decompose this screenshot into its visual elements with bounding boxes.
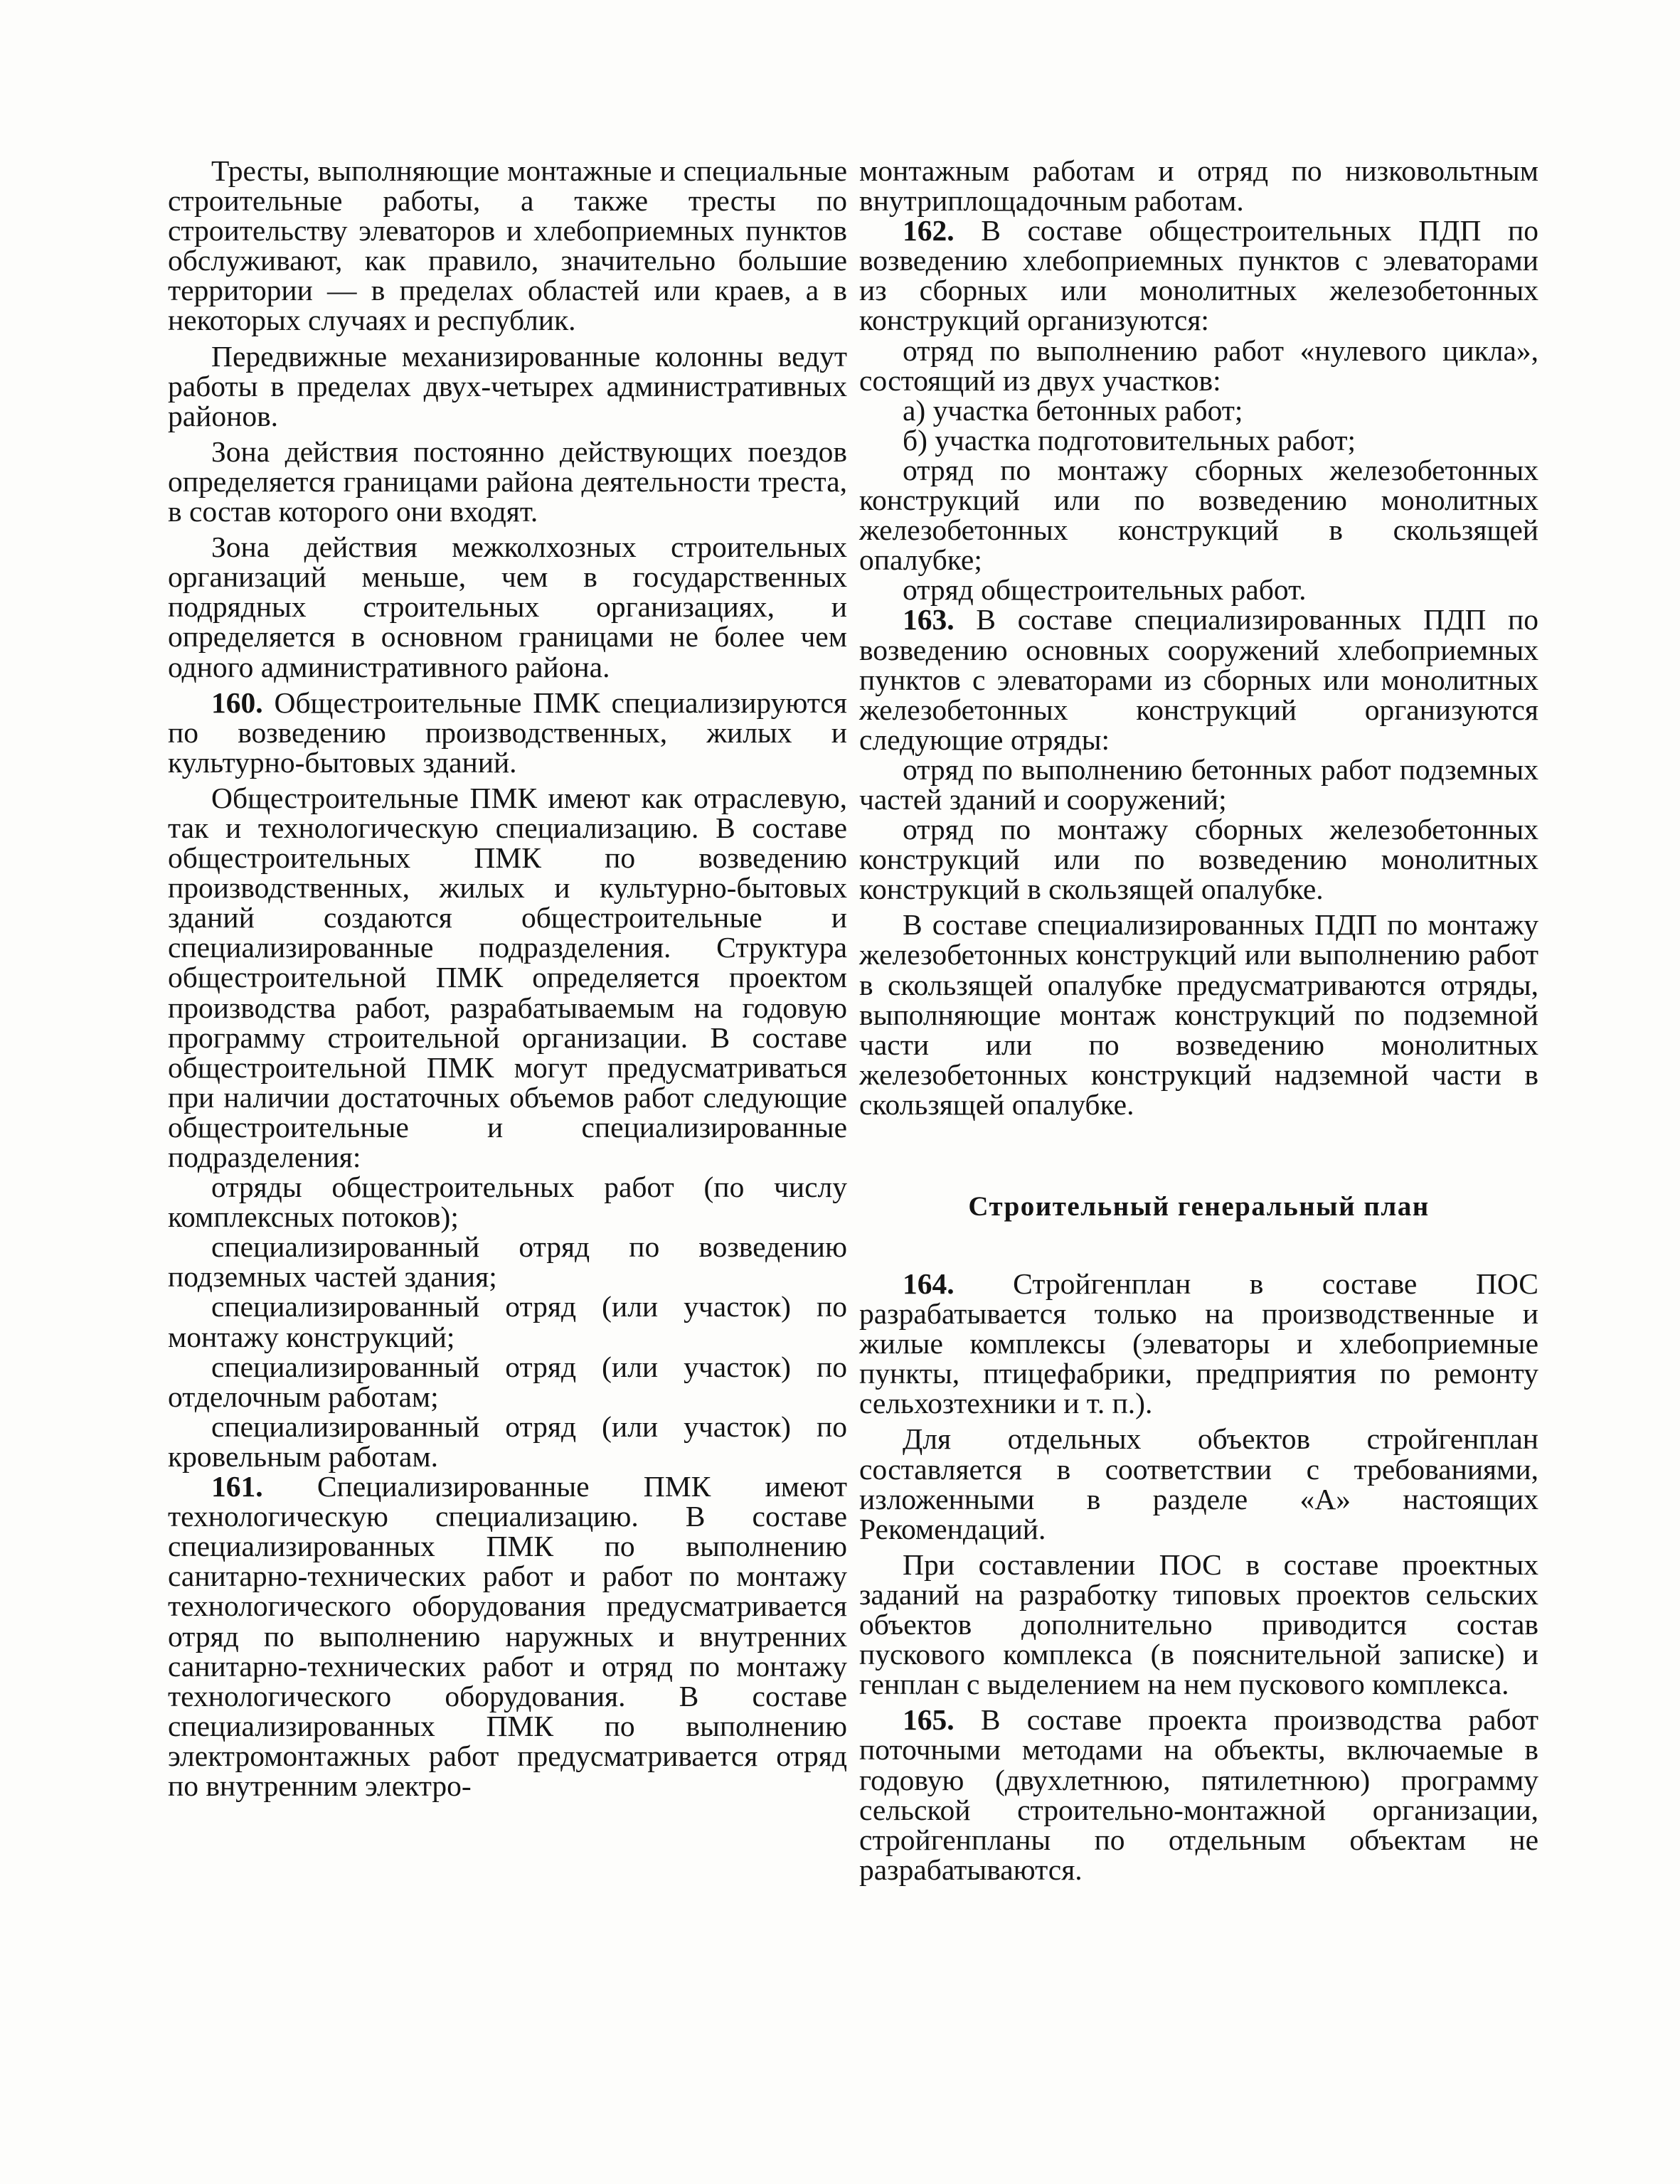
clause-number-164: 164. [903, 1267, 955, 1300]
clause-text-161: Специализированные ПМК имеют технологическую специализацию. В составе специализированных ПМК по выполнению санитарно-технических работ и работ по монтажу технологического оборудования предусматривается отряд по выполнению наружных и внутренних санитарно-технических работ и отряд по монтажу технологического оборудования. В составе специализированных ПМК по выполнению электромонтажных работ предусматривается отряд по внутренним электро- [168, 1470, 847, 1802]
clause-text-164: Стройгенплан в составе ПОС разрабатывается только на производственные и жилые комплексы (элеваторы и хлебоприемные пункты, птицефабрики, предприятия по ремонту сельхозтехники и т. п.). [859, 1267, 1538, 1420]
list-item: отряд общестроительных работ. [903, 573, 1307, 607]
clause-number-161: 161. [211, 1470, 263, 1503]
paragraph-161 [168, 1471, 847, 1801]
paragraph-163 [859, 604, 1538, 754]
list-item: а) участка бетонных работ; [903, 393, 1243, 427]
clause-number-160: 160. [211, 686, 263, 719]
left-column [168, 156, 847, 1801]
paragraph-162 [859, 215, 1538, 335]
list-item: специализированный отряд по возведению подземных частей здания; [168, 1230, 847, 1294]
list-item: отряды общестроительных работ (по числу комплексных потоков); [168, 1171, 847, 1234]
list-item: б) участка подготовительных работ; [903, 423, 1356, 457]
clause-text-162: В составе общестроительных ПДП по возведению хлебоприемных пунктов с элеваторами из сборных или монолитных железобетонных конструкций организуются: [859, 214, 1538, 337]
paragraph-trusts: Тресты, выполняющие монтажные и специальные строительные работы, а также тресты по строительству элеваторов и хлебоприемных пунктов обслуживают, как правило, значительно большие территории — в пределах областей или краев, а в некоторых случаях и республик. [168, 154, 847, 337]
clause-text-165: В составе проекта производства работ поточными методами на объекты, включаемые в годовую (двухлетнюю, пятилетнюю) программу сельской строительно-монтажной организации, стройгенпланы по отдельным объектам не разрабатываются. [859, 1703, 1539, 1886]
list-item: специализированный отряд (или участок) по отделочным работам; [168, 1350, 847, 1413]
paragraph-separate-objects: Для отдельных объектов стройгенплан составляется в соответствии с требованиями, изложенными в разделе «А» настоящих Рекомендаций. [859, 1422, 1538, 1545]
paragraph-164 [859, 1269, 1538, 1418]
paragraph-pmk-columns: Передвижные механизированные колонны ведут работы в пределах двух-четырех административных районов. [168, 339, 847, 432]
clause-text-160: Общестроительные ПМК специализируются по возведению производственных, жилых и культурно-бытовых зданий. [168, 686, 847, 779]
clause-number-163: 163. [903, 603, 955, 636]
clause-number-162: 162. [903, 214, 955, 247]
list-item: специализированный отряд (или участок) по кровельным работам. [168, 1410, 847, 1473]
list-item: отряд по монтажу сборных железобетонных конструкций или по возведению монолитных конструкций в скользящей опалубке. [859, 813, 1538, 906]
paragraph-trains-zone: Зона действия постоянно действующих поездов определяется границами района деятельности треста, в состав которого они входят. [168, 435, 847, 528]
clause-text-163: В составе специализированных ПДП по возведению основных сооружений хлебоприемных пунктов с элеваторами из сборных или монолитных железобетонных конструкций организуются следующие отряды: [859, 603, 1539, 756]
paragraph-general-pmk-structure: Общестроительные ПМК имеют как отраслевую, так и технологическую специализацию. В составе общестроительных ПМК по возведению производственных, жилых и культурно-бытовых зданий создаются общестроительные и специализированные подразделения. Структура общестроительной ПМК определяется проектом производства работ, разрабатываемым на годовую программу строительной организации. В составе общестроительной ПМК могут предусматриваться при наличии достаточных объемов работ следующие общестроительные и специализированные подразделения: [168, 781, 847, 1173]
paragraph-165 [859, 1705, 1538, 1885]
clause-number-165: 165. [903, 1703, 955, 1737]
list-item: отряд по выполнению бетонных работ подземных частей зданий и сооружений; [859, 752, 1538, 816]
paragraph-continuation: монтажным работам и отряд по низковольтным внутриплощадочным работам. [859, 154, 1538, 218]
paragraph-specialized-pdp: В составе специализированных ПДП по монтажу железобетонных конструкций или выполнению работ в скользящей опалубке предусматриваются отряды, выполняющие монтаж конструкций по подземной части или по возведению монолитных железобетонных конструкций надземной части в скользящей опалубке. [859, 908, 1538, 1121]
right-column [859, 156, 1538, 1885]
paragraph-interkolkhoz-zone: Зона действия межколхозных строительных организаций меньше, чем в государственных подрядных строительных организациях, и определяется в основном границами не более чем одного административного района. [168, 531, 847, 683]
paragraph-pos-typical-projects: При составлении ПОС в составе проектных заданий на разработку типовых проектов сельских объектов дополнительно приводится состав пускового комплекса (в пояснительной записке) и генплан с выделением на нем пускового комплекса. [859, 1548, 1538, 1701]
list-item: отряд по монтажу сборных железобетонных конструкций или по возведению монолитных железобетонных конструкций в скользящей опалубке; [859, 453, 1538, 577]
list-item: отряд по выполнению работ «нулевого цикла», состоящий из двух участков: [859, 334, 1538, 397]
section-heading: Строительный генеральный план [968, 1191, 1430, 1222]
list-item: специализированный отряд (или участок) по монтажу конструкций; [168, 1290, 847, 1353]
paragraph-160 [168, 688, 847, 777]
